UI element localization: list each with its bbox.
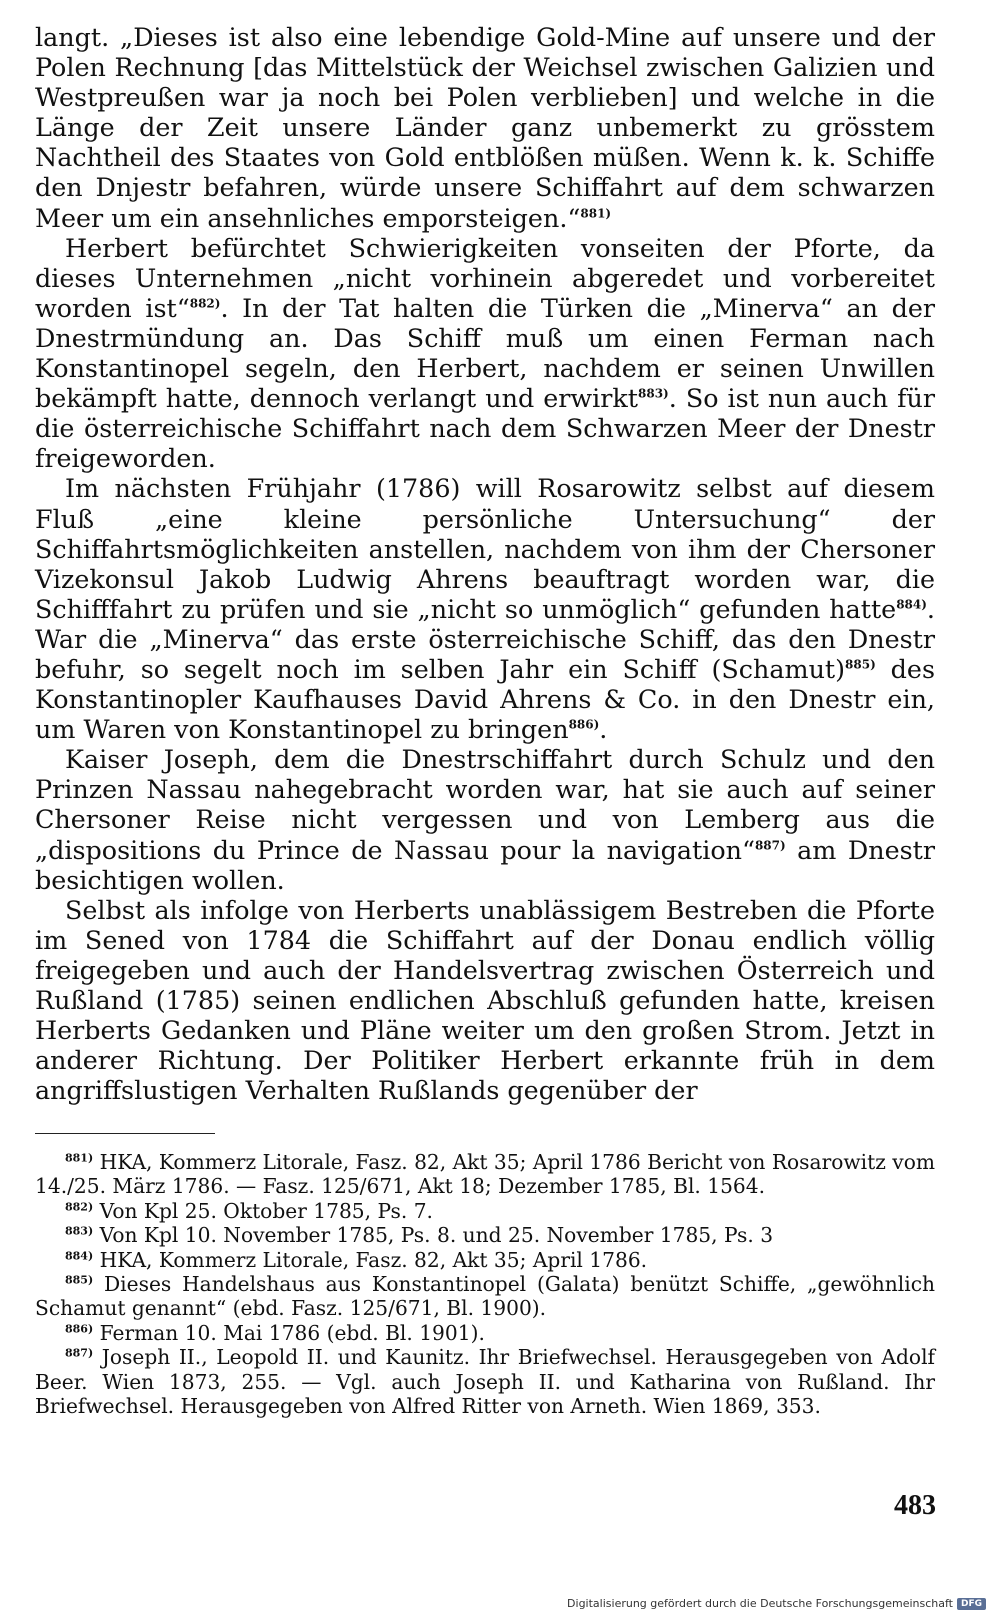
footnote-reference: 886) [568,717,600,732]
paragraph-text: langt. „Dieses ist also eine lebendige Gold-Mine auf unsere und der Polen Rechnung [das Mittelstück der Weichsel zwischen Galizien und Westpreußen war ja noch bei Polen verblieben] und welche in die Länge der Zeit unsere Länder ganz unbemerkt zu grösstem Nachtheil des Staates von Gold entblößen müßen. Wenn k. k. Schiffe den Dnjestr befahren, würde unsere Schiffahrt auf dem schwarzen Meer um ein ansehnliches emporsteigen.“ [35,22,935,233]
footnote-text: HKA, Kommerz Litorale, Fasz. 82, Akt 35; April 1786. [93,1247,648,1272]
footnote-text: HKA, Kommerz Litorale, Fasz. 82, Akt 35; April 1786 Bericht von Rosarowitz vom 14./25. März 1786. — Fasz. 125/671, Akt 18; Dezember 1785, Bl. 1564. [35,1150,935,1199]
footnote [35,1345,935,1418]
footnote [35,1321,935,1345]
paragraph [35,473,935,744]
footnote-text: Joseph II., Leopold II. und Kaunitz. Ihr Briefwechsel. Herausgegeben von Adolf Beer. Wien 1873, 255. — Vgl. auch Joseph II. und Katharina von Rußland. Ihr Briefwechsel. Herausgegeben von Alfred Ritter von Arneth. Wien 1869, 353. [35,1345,935,1419]
footnote [35,1150,935,1199]
paragraph-text: . So ist nun auch für die österreichische Schiffahrt nach dem Schwarzen Meer der Dnestr freigeworden. [35,383,935,474]
footnote-mark: 883) [65,1224,94,1238]
footnote-text: Dieses Handelshaus aus Konstantinopel (Galata) benützt Schiffe, „gewöhnlich Schamut genannt“ (ebd. Fasz. 125/671, Bl. 1900). [35,1272,935,1321]
footnote-mark: 886) [65,1322,94,1336]
footnotes [35,1150,935,1418]
page-number: 483 [894,1490,936,1521]
paragraph-text: Herbert befürchtet Schwierigkeiten vonseiten der Pforte, da dieses Unternehmen „nicht vorhinein abgeredet und vorbereitet worden ist“ [35,232,935,323]
paragraph-text: Im nächsten Frühjahr (1786) will Rosarowitz selbst auf diesem Fluß „eine kleine persönliche Untersuchung“ der Schiffahrtsmöglichkeiten anstellen, nachdem von ihm der Chersoner Vizekonsul Jakob Ludwig Ahrens beauftragt worden war, die Schifffahrt zu prüfen und sie „nicht so unmöglich“ gefunden hatte [35,473,935,624]
paragraph [35,744,935,894]
digitization-credit [567,1597,986,1610]
paragraph [35,233,935,474]
footnote-separator [35,1133,215,1134]
footnote-reference: 881) [580,206,612,221]
footnote-reference: 884) [896,597,927,612]
footnote [35,1199,935,1223]
footnote-mark: 884) [65,1248,94,1262]
footnote-mark: 882) [65,1200,94,1214]
paragraph-text: des Konstantinopler Kaufhauses David Ahrens & Co. in den Dnestr ein, um Waren von Konstantinopel zu bringen [35,653,935,745]
footnote-mark: 885) [65,1273,94,1287]
footnote [35,1223,935,1247]
footnote-text: Von Kpl 25. Oktober 1785, Ps. 7. [93,1198,433,1223]
paragraph-text: . [599,714,608,745]
paragraph [35,22,935,233]
dfg-logo: DFG [957,1598,986,1610]
footnote [35,1272,935,1321]
footnote [35,1248,935,1272]
paragraph-text: Selbst als infolge von Herberts unablässigem Bestreben die Pforte im Sened von 1784 die Schiffahrt auf der Donau endlich völlig freigegeben und auch der Handelsvertrag zwischen Österreich und Rußland (1785) seinen endlichen Abschluß gefunden hatte, kreisen Herberts Gedanken und Pläne weiter um den großen Strom. Jetzt in anderer Richtung. Der Politiker Herbert erkannte früh in dem angriffslustigen Verhalten Rußlands gegenüber der [35,894,935,1106]
footnote-text: Ferman 10. Mai 1786 (ebd. Bl. 1901). [93,1320,485,1345]
footnote-reference: 883) [638,386,669,401]
footnote-reference: 885) [845,657,876,672]
paragraph-text: . War die „Minerva“ das erste österreichische Schiff, das den Dnestr befuhr, so segelt noch im selben Jahr ein Schiff (Schamut) [35,593,935,684]
main-text [35,22,935,1105]
paragraph-text: Kaiser Joseph, dem die Dnestrschiffahrt durch Schulz und den Prinzen Nassau nahegebracht worden war, hat sie auch auf seiner Chersoner Reise nicht vergessen und von Lemberg aus die „dispositions du Prince de Nassau pour la navigation“ [35,744,935,865]
footnote-text: Von Kpl 10. November 1785, Ps. 8. und 25. November 1785, Ps. 3 [93,1223,774,1248]
paragraph-text: am Dnestr besichtigen wollen. [35,834,935,895]
footnote-reference: 882) [189,296,221,311]
paragraph [35,895,935,1106]
footnote-mark: 887) [65,1346,94,1360]
footnote-mark: 881) [65,1151,94,1165]
credit-text: Digitalisierung gefördert durch die Deutsche Forschungsgemeinschaft [567,1597,953,1610]
footnote-reference: 887) [754,838,786,853]
paragraph-text: . In der Tat halten die Türken die „Minerva“ an der Dnestrmündung an. Das Schiff muß um einen Ferman nach Konstantinopel segeln, den Herbert, nachdem er seinen Unwillen bekämpft hatte, dennoch verlangt und erwirkt [35,292,935,414]
